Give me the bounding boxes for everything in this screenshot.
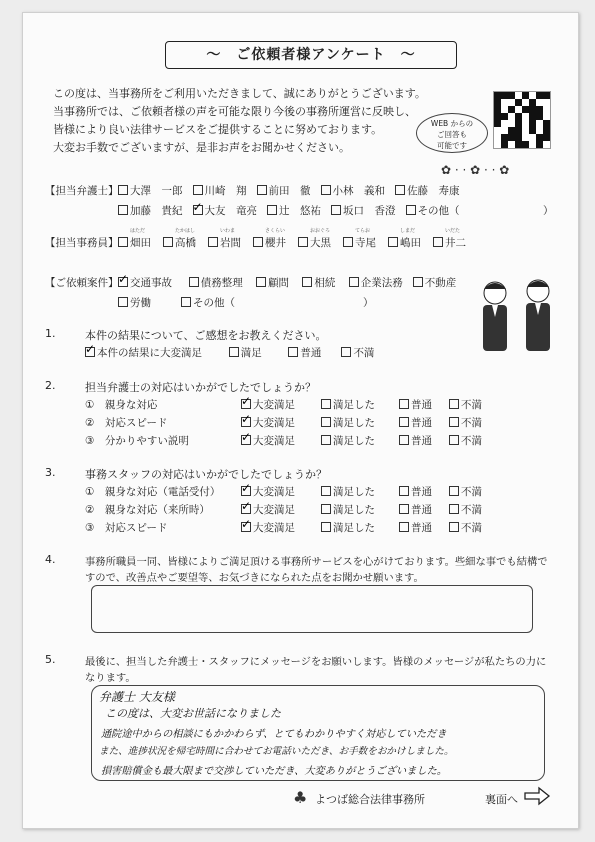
- checkbox[interactable]: [321, 435, 331, 445]
- improvement-comment-box[interactable]: [91, 585, 533, 633]
- checkbox[interactable]: [449, 522, 459, 532]
- checkbox[interactable]: [321, 185, 331, 195]
- checkbox-checked[interactable]: [241, 435, 251, 445]
- lawyer-option[interactable]: 加藤 貴紀: [118, 205, 183, 217]
- checkbox[interactable]: [449, 504, 459, 514]
- q1-number: 1.: [45, 327, 56, 340]
- lawyer-option[interactable]: 佐藤 寿康: [395, 185, 460, 197]
- checkbox[interactable]: [298, 237, 308, 247]
- checkbox[interactable]: [399, 435, 409, 445]
- intro-line-3: 皆様により良い法律サービスをご提供することに努めております。: [53, 123, 383, 136]
- q2-rating-option[interactable]: 普通: [399, 415, 432, 430]
- q3-rating-option[interactable]: 不満: [449, 484, 482, 499]
- checkbox[interactable]: [253, 237, 263, 247]
- checkbox[interactable]: [302, 277, 312, 287]
- q2-number: 2.: [45, 379, 56, 392]
- checkbox[interactable]: [229, 347, 239, 357]
- checkbox[interactable]: [118, 237, 128, 247]
- q3-rating-option[interactable]: 満足した: [321, 502, 375, 517]
- lawyer-option[interactable]: 前田 徹: [257, 185, 311, 197]
- arrow-right-icon[interactable]: [523, 786, 551, 806]
- checkbox[interactable]: [288, 347, 298, 357]
- q2-rating-option[interactable]: 満足した: [321, 433, 375, 448]
- staff-option[interactable]: しまだ 嶋田: [388, 235, 421, 250]
- q3-rating-option[interactable]: 普通: [399, 502, 432, 517]
- q3-rating-option[interactable]: ✓ 大変満足: [241, 502, 295, 517]
- lawyer-option[interactable]: ✓ 大友 竜亮: [193, 205, 258, 217]
- lawyer-option[interactable]: 辻 悠祐: [267, 205, 321, 217]
- checkbox[interactable]: [321, 486, 331, 496]
- q3-rating-option[interactable]: 不満: [449, 520, 482, 535]
- staff-ruby: さくらい: [265, 228, 286, 234]
- q1-option[interactable]: ✓本件の結果に大変満足: [85, 347, 202, 359]
- checkbox[interactable]: [399, 504, 409, 514]
- clover-logo-icon: ♣: [293, 788, 308, 807]
- q2-rating-option[interactable]: ✓ 大変満足: [241, 415, 295, 430]
- handwritten-line-1: 弁護士 大友様: [99, 690, 175, 704]
- firm-name: よつば総合法律事務所: [315, 793, 425, 806]
- handwritten-line-4: また、進捗状況を帰宅時間に合わせてお電話いただき、お手数をおかけしました。: [99, 746, 454, 757]
- case-option[interactable]: 債務整理: [189, 277, 243, 289]
- checkbox[interactable]: [321, 504, 331, 514]
- checkbox[interactable]: [208, 237, 218, 247]
- staff-ruby: しまだ: [400, 228, 416, 234]
- q5-number: 5.: [45, 653, 56, 666]
- q2-rating-option[interactable]: 不満: [449, 397, 482, 412]
- checkbox[interactable]: [449, 486, 459, 496]
- checkbox[interactable]: [449, 435, 459, 445]
- q2-rating-option[interactable]: ✓ 大変満足: [241, 397, 295, 412]
- checkbox-checked[interactable]: [241, 504, 251, 514]
- staff-ruby: いわま: [220, 228, 236, 234]
- case-option[interactable]: 不動産: [413, 277, 457, 289]
- q3-rating-option[interactable]: ✓ 大変満足: [241, 520, 295, 535]
- intro-line-2: 当事務所では、ご依頼者様の声を可能な限り今後の事務所運営に反映し、: [53, 105, 416, 118]
- checkbox-checked[interactable]: [241, 417, 251, 427]
- staff-option[interactable]: たかはし 高橋: [163, 235, 196, 250]
- q4-number: 4.: [45, 553, 56, 566]
- checkbox[interactable]: [343, 237, 353, 247]
- lawyer-row-2: [118, 203, 460, 218]
- q4-line-1: 事務所職員一同、皆様によりご満足頂ける事務所サービスを心がけております。些細な事でも結構で: [85, 556, 548, 568]
- intro-line-4: 大変お手数でございますが、是非お声をお聞かせください。: [53, 141, 350, 154]
- case-option[interactable]: 顧問: [256, 277, 289, 289]
- staff-ruby: たかはし: [175, 228, 196, 234]
- staff-option[interactable]: さくらい 櫻井: [253, 235, 286, 250]
- case-row-2: [118, 295, 235, 310]
- lawyer-option[interactable]: その他（: [406, 205, 460, 217]
- checkbox[interactable]: [118, 205, 128, 215]
- case-option[interactable]: 労働: [118, 297, 151, 309]
- checkbox-checked[interactable]: [85, 347, 95, 357]
- checkbox[interactable]: [118, 297, 128, 307]
- q2-rating-option[interactable]: ✓ 大変満足: [241, 433, 295, 448]
- q3-rating-option[interactable]: 不満: [449, 502, 482, 517]
- q2-rating-option[interactable]: 満足した: [321, 415, 375, 430]
- checkbox[interactable]: [399, 522, 409, 532]
- checkbox[interactable]: [181, 297, 191, 307]
- checkbox[interactable]: [388, 237, 398, 247]
- q3-item-label: ① 親身な対応（電話受付）: [85, 486, 221, 498]
- checkbox[interactable]: [449, 399, 459, 409]
- checkbox[interactable]: [395, 185, 405, 195]
- checkbox[interactable]: [189, 277, 199, 287]
- staff-option[interactable]: はただ 畑田: [118, 235, 151, 250]
- q2-rating-option[interactable]: 不満: [449, 433, 482, 448]
- checkbox[interactable]: [193, 185, 203, 195]
- qr-code[interactable]: [493, 91, 551, 149]
- checkbox[interactable]: [406, 205, 416, 215]
- q3-rating-option[interactable]: 普通: [399, 484, 432, 499]
- q3-text: 事務スタッフの対応はいかがでしたでしょうか？: [85, 468, 327, 481]
- staff-option[interactable]: いわま 岩間: [208, 235, 241, 250]
- staff-label: 【担当事務員】: [45, 237, 119, 249]
- clover-decoration-icon: ✿ · · ✿ · · ✿: [441, 163, 510, 177]
- lawyer-row-1: [118, 183, 460, 198]
- checkbox[interactable]: [256, 277, 266, 287]
- web-answer-bubble: WEB からの ご回答も 可能です: [416, 113, 488, 153]
- q2-item-label: ① 親身な対応: [85, 399, 158, 411]
- handwritten-line-2: この度は、大変お世話になりました: [105, 707, 281, 720]
- lawyer-close-paren: ）: [543, 205, 554, 217]
- q1-option[interactable]: 不満: [341, 347, 374, 359]
- checkbox-checked[interactable]: [241, 522, 251, 532]
- checkbox[interactable]: [413, 277, 423, 287]
- staff-ruby: おおぐろ: [310, 228, 331, 234]
- q3-rating-option[interactable]: 普通: [399, 520, 432, 535]
- lawyer-label: 【担当弁護士】: [45, 185, 119, 197]
- checkbox[interactable]: [349, 277, 359, 287]
- checkbox[interactable]: [341, 347, 351, 357]
- lawyer-option[interactable]: 川崎 翔: [193, 185, 247, 197]
- survey-page: [22, 12, 579, 829]
- case-option[interactable]: ✓ 交通事故: [118, 277, 172, 289]
- staff-option[interactable]: いだた 井二: [433, 235, 466, 250]
- lawyer-option[interactable]: 大澤 一郎: [118, 185, 183, 197]
- checkbox[interactable]: [399, 399, 409, 409]
- case-option[interactable]: 企業法務: [349, 277, 403, 289]
- intro-line-1: この度は、当事務所をご利用いただきまして、誠にありがとうございます。: [53, 87, 426, 100]
- checkbox[interactable]: [321, 399, 331, 409]
- q2-item-label: ② 対応スピード: [85, 417, 168, 429]
- q4-line-2: すので、改善点やご要望等、お気づきになられた点をお聞かせ願います。: [85, 572, 424, 584]
- q3-rating-option[interactable]: ✓ 大変満足: [241, 484, 295, 499]
- back-page-label: 裏面へ: [485, 793, 518, 806]
- staff-option[interactable]: おおぐろ 大黒: [298, 235, 331, 250]
- checkbox[interactable]: [399, 486, 409, 496]
- case-label: 【ご依頼案件】: [45, 277, 119, 289]
- checkbox[interactable]: [257, 185, 267, 195]
- staff-ruby: てらお: [355, 228, 371, 234]
- q2-text: 担当弁護士の対応はいかがでしたでしょうか？: [85, 381, 316, 394]
- q1-option[interactable]: 普通: [288, 347, 321, 359]
- q3-item-label: ③ 対応スピード: [85, 522, 168, 534]
- staff-row: [118, 228, 478, 250]
- q3-rating-option[interactable]: 満足した: [321, 520, 375, 535]
- q2-rating-option[interactable]: 満足した: [321, 397, 375, 412]
- case-option[interactable]: その他（: [181, 297, 235, 309]
- checkbox[interactable]: [399, 417, 409, 427]
- lawyer-option[interactable]: 小林 義和: [321, 185, 386, 197]
- q2-rating-option[interactable]: 普通: [399, 433, 432, 448]
- q3-rating-option[interactable]: 満足した: [321, 484, 375, 499]
- q3-item-label: ② 親身な対応（来所時）: [85, 504, 210, 516]
- q2-item-label: ③ 分かりやすい説明: [85, 435, 189, 447]
- handwritten-line-3: 通院途中からの相談にもかかわらず、とてもわかりやすく対応していただき: [101, 729, 447, 740]
- staff-ruby: いだた: [445, 228, 461, 234]
- checkbox[interactable]: [118, 185, 128, 195]
- q5-line-1: 最後に、担当した弁護士・スタッフにメッセージをお願いします。皆様のメッセージが私たちの力に: [85, 656, 547, 668]
- case-option[interactable]: 相続: [302, 277, 335, 289]
- lawyers-illustration-icon: [473, 275, 563, 355]
- handwritten-line-5: 損害賠償金も最大限まで交渉していただき、大変ありがとうございました。: [101, 766, 447, 777]
- q2-rating-option[interactable]: 不満: [449, 415, 482, 430]
- q2-rating-option[interactable]: 普通: [399, 397, 432, 412]
- q1-option[interactable]: 満足: [229, 347, 262, 359]
- checkbox[interactable]: [331, 205, 341, 215]
- checkbox-checked[interactable]: [193, 205, 203, 215]
- lawyer-option[interactable]: 坂口 香澄: [331, 205, 396, 217]
- checkbox-checked[interactable]: [241, 486, 251, 496]
- staff-option[interactable]: てらお 寺尾: [343, 235, 376, 250]
- page-title: ～ ご依頼者様アンケート ～: [165, 41, 457, 69]
- checkbox[interactable]: [267, 205, 277, 215]
- case-close-paren: ）: [363, 297, 374, 309]
- q3-number: 3.: [45, 466, 56, 479]
- q5-line-2: なります。: [85, 672, 136, 684]
- q1-text: 本件の結果について、ご感想をお教えください。: [85, 329, 327, 342]
- checkbox-checked[interactable]: [241, 399, 251, 409]
- checkbox[interactable]: [433, 237, 443, 247]
- staff-ruby: はただ: [130, 228, 146, 234]
- checkbox[interactable]: [321, 417, 331, 427]
- checkbox[interactable]: [163, 237, 173, 247]
- case-row-1: [118, 275, 456, 290]
- checkbox[interactable]: [449, 417, 459, 427]
- checkbox[interactable]: [321, 522, 331, 532]
- q1-options: [85, 345, 374, 360]
- checkbox-checked[interactable]: [118, 277, 128, 287]
